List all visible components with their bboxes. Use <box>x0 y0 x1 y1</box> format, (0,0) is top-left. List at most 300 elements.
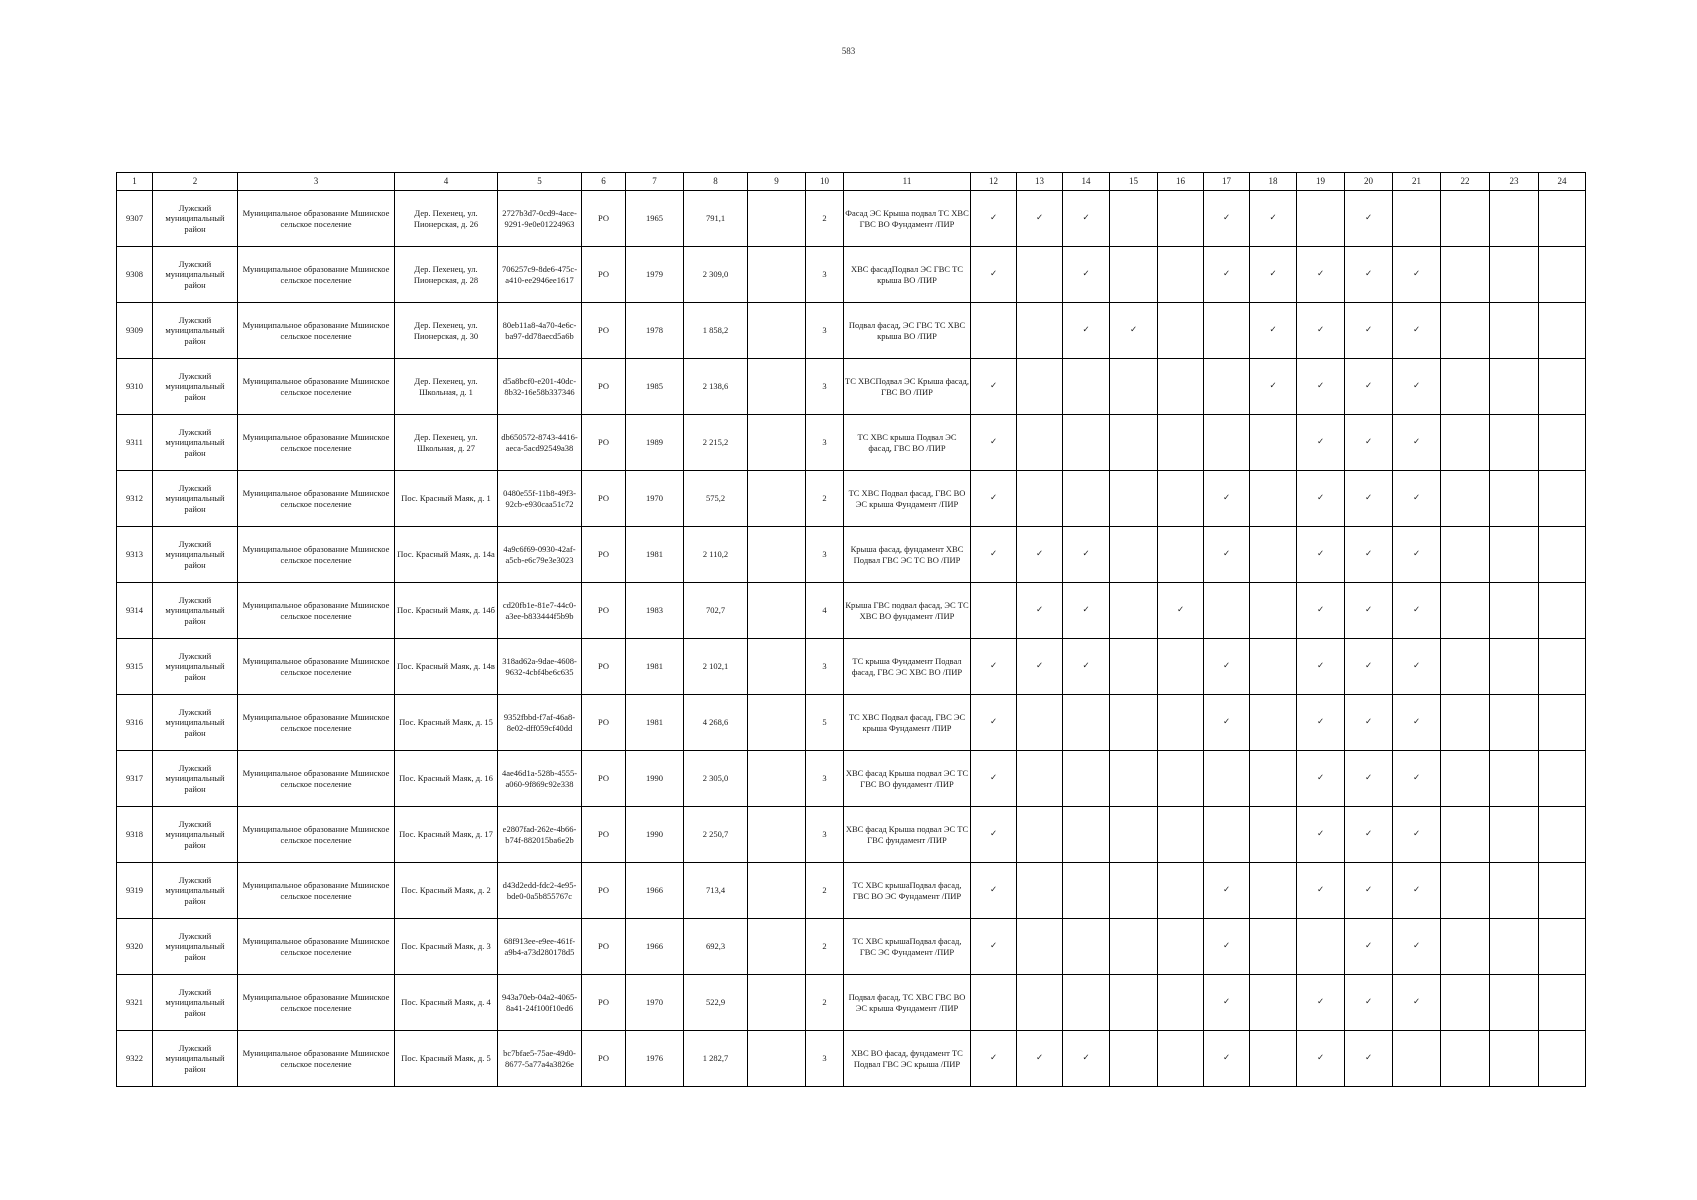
checkmark-icon: ✓ <box>1393 863 1441 919</box>
empty-cell <box>1250 415 1297 471</box>
empty-cell <box>1158 751 1204 807</box>
column-9-cell <box>748 975 806 1031</box>
floors-cell: 2 <box>806 863 844 919</box>
area-cell: 2 305,0 <box>684 751 748 807</box>
floors-cell: 3 <box>806 527 844 583</box>
empty-cell <box>1063 751 1110 807</box>
empty-cell <box>1158 527 1204 583</box>
column-9-cell <box>748 639 806 695</box>
empty-cell <box>1158 471 1204 527</box>
table-row <box>117 359 1586 415</box>
checkmark-icon: ✓ <box>971 527 1017 583</box>
works-list-cell: ТС ХВСПодвал ЭС Крыша фасад, ГВС ВО /ПИР <box>844 359 971 415</box>
column-header-5: 5 <box>498 173 582 191</box>
year-cell: 1966 <box>626 863 684 919</box>
floors-cell: 3 <box>806 1031 844 1087</box>
district-cell: Лужский муниципальный район <box>153 1031 238 1087</box>
empty-cell <box>1441 527 1490 583</box>
empty-cell <box>1539 583 1586 639</box>
empty-cell <box>1158 639 1204 695</box>
registry-table <box>116 172 1586 1087</box>
year-cell: 1990 <box>626 807 684 863</box>
checkmark-icon: ✓ <box>1297 359 1345 415</box>
checkmark-icon: ✓ <box>971 919 1017 975</box>
table-row <box>117 639 1586 695</box>
empty-cell <box>1158 807 1204 863</box>
empty-cell <box>1250 1031 1297 1087</box>
record-number: 9316 <box>117 695 153 751</box>
checkmark-icon: ✓ <box>1393 919 1441 975</box>
district-cell: Лужский муниципальный район <box>153 527 238 583</box>
address-cell: Пос. Красный Маяк, д. 4 <box>395 975 498 1031</box>
empty-cell <box>1158 303 1204 359</box>
checkmark-icon: ✓ <box>971 639 1017 695</box>
district-cell: Лужский муниципальный район <box>153 247 238 303</box>
table-row <box>117 303 1586 359</box>
empty-cell <box>1441 639 1490 695</box>
area-cell: 791,1 <box>684 191 748 247</box>
empty-cell <box>1204 583 1250 639</box>
checkmark-icon: ✓ <box>971 247 1017 303</box>
column-9-cell <box>748 191 806 247</box>
district-cell: Лужский муниципальный район <box>153 919 238 975</box>
checkmark-icon: ✓ <box>1345 751 1393 807</box>
checkmark-icon: ✓ <box>1017 639 1063 695</box>
year-cell: 1970 <box>626 471 684 527</box>
type-cell: РО <box>582 247 626 303</box>
checkmark-icon: ✓ <box>1393 415 1441 471</box>
empty-cell <box>971 583 1017 639</box>
table-row <box>117 1031 1586 1087</box>
checkmark-icon: ✓ <box>1345 303 1393 359</box>
empty-cell <box>1158 975 1204 1031</box>
empty-cell <box>1393 1031 1441 1087</box>
checkmark-icon: ✓ <box>1393 695 1441 751</box>
works-list-cell: ХВС фасад Крыша подвал ЭС ТС ГВС ВО фундамент /ПИР <box>844 751 971 807</box>
floors-cell: 2 <box>806 191 844 247</box>
works-list-cell: ТС ХВС крышаПодвал фасад, ГВС ВО ЭС Фундамент /ПИР <box>844 863 971 919</box>
empty-cell <box>1441 303 1490 359</box>
works-list-cell: ТС ХВС Подвал фасад, ГВС ЭС крыша Фундамент /ПИР <box>844 695 971 751</box>
column-9-cell <box>748 1031 806 1087</box>
empty-cell <box>1158 191 1204 247</box>
column-header-20: 20 <box>1345 173 1393 191</box>
checkmark-icon: ✓ <box>1297 975 1345 1031</box>
checkmark-icon: ✓ <box>971 359 1017 415</box>
empty-cell <box>1110 695 1158 751</box>
area-cell: 692,3 <box>684 919 748 975</box>
empty-cell <box>1250 751 1297 807</box>
checkmark-icon: ✓ <box>1250 191 1297 247</box>
column-header-7: 7 <box>626 173 684 191</box>
empty-cell <box>1441 975 1490 1031</box>
empty-cell <box>1490 807 1539 863</box>
checkmark-icon: ✓ <box>1345 863 1393 919</box>
area-cell: 2 110,2 <box>684 527 748 583</box>
address-cell: Дер. Пехенец, ул. Школьная, д. 1 <box>395 359 498 415</box>
column-header-16: 16 <box>1158 173 1204 191</box>
building-id-cell: db650572-8743-4416-aeca-5acd92549a38 <box>498 415 582 471</box>
works-list-cell: Крыша ГВС подвал фасад, ЭС ТС ХВС ВО фундамент /ПИР <box>844 583 971 639</box>
district-cell: Лужский муниципальный район <box>153 471 238 527</box>
municipality-cell: Муниципальное образование Мшинское сельское поселение <box>238 807 395 863</box>
municipality-cell: Муниципальное образование Мшинское сельское поселение <box>238 639 395 695</box>
checkmark-icon: ✓ <box>1393 247 1441 303</box>
checkmark-icon: ✓ <box>1158 583 1204 639</box>
area-cell: 2 102,1 <box>684 639 748 695</box>
checkmark-icon: ✓ <box>1345 583 1393 639</box>
district-cell: Лужский муниципальный район <box>153 583 238 639</box>
checkmark-icon: ✓ <box>1250 359 1297 415</box>
building-id-cell: bc7bfae5-75ae-49d0-8677-5a77a4a3826e <box>498 1031 582 1087</box>
column-9-cell <box>748 247 806 303</box>
empty-cell <box>1017 303 1063 359</box>
page-number: 583 <box>841 46 856 56</box>
empty-cell <box>1110 247 1158 303</box>
building-id-cell: 318ad62a-9dae-4608-9632-4cbf4be6c635 <box>498 639 582 695</box>
municipality-cell: Муниципальное образование Мшинское сельское поселение <box>238 247 395 303</box>
column-header-6: 6 <box>582 173 626 191</box>
empty-cell <box>1441 751 1490 807</box>
year-cell: 1981 <box>626 639 684 695</box>
table-row <box>117 247 1586 303</box>
empty-cell <box>1539 695 1586 751</box>
column-9-cell <box>748 415 806 471</box>
floors-cell: 5 <box>806 695 844 751</box>
checkmark-icon: ✓ <box>1393 639 1441 695</box>
floors-cell: 3 <box>806 247 844 303</box>
address-cell: Пос. Красный Маяк, д. 14б <box>395 583 498 639</box>
column-header-19: 19 <box>1297 173 1345 191</box>
checkmark-icon: ✓ <box>1250 303 1297 359</box>
empty-cell <box>1441 863 1490 919</box>
empty-cell <box>1490 1031 1539 1087</box>
empty-cell <box>1110 359 1158 415</box>
empty-cell <box>1017 359 1063 415</box>
empty-cell <box>1539 975 1586 1031</box>
type-cell: РО <box>582 863 626 919</box>
table-row <box>117 919 1586 975</box>
checkmark-icon: ✓ <box>1063 583 1110 639</box>
checkmark-icon: ✓ <box>1204 191 1250 247</box>
address-cell: Дер. Пехенец, ул. Школьная, д. 27 <box>395 415 498 471</box>
record-number: 9311 <box>117 415 153 471</box>
empty-cell <box>1017 863 1063 919</box>
checkmark-icon: ✓ <box>1393 303 1441 359</box>
year-cell: 1976 <box>626 1031 684 1087</box>
checkmark-icon: ✓ <box>1204 471 1250 527</box>
empty-cell <box>1017 247 1063 303</box>
checkmark-icon: ✓ <box>1063 527 1110 583</box>
checkmark-icon: ✓ <box>1297 471 1345 527</box>
column-header-11: 11 <box>844 173 971 191</box>
empty-cell <box>1297 191 1345 247</box>
empty-cell <box>971 303 1017 359</box>
checkmark-icon: ✓ <box>971 863 1017 919</box>
checkmark-icon: ✓ <box>1017 583 1063 639</box>
empty-cell <box>1110 807 1158 863</box>
empty-cell <box>1393 191 1441 247</box>
empty-cell <box>1250 919 1297 975</box>
record-number: 9310 <box>117 359 153 415</box>
district-cell: Лужский муниципальный район <box>153 751 238 807</box>
column-header-13: 13 <box>1017 173 1063 191</box>
empty-cell <box>1110 415 1158 471</box>
empty-cell <box>1441 919 1490 975</box>
checkmark-icon: ✓ <box>1345 919 1393 975</box>
type-cell: РО <box>582 359 626 415</box>
municipality-cell: Муниципальное образование Мшинское сельское поселение <box>238 751 395 807</box>
checkmark-icon: ✓ <box>1393 471 1441 527</box>
checkmark-icon: ✓ <box>1345 975 1393 1031</box>
year-cell: 1978 <box>626 303 684 359</box>
type-cell: РО <box>582 191 626 247</box>
checkmark-icon: ✓ <box>1204 919 1250 975</box>
empty-cell <box>1250 471 1297 527</box>
checkmark-icon: ✓ <box>1297 247 1345 303</box>
address-cell: Дер. Пехенец, ул. Пионерская, д. 30 <box>395 303 498 359</box>
type-cell: РО <box>582 695 626 751</box>
checkmark-icon: ✓ <box>1017 1031 1063 1087</box>
floors-cell: 2 <box>806 471 844 527</box>
empty-cell <box>1441 191 1490 247</box>
checkmark-icon: ✓ <box>1204 1031 1250 1087</box>
checkmark-icon: ✓ <box>1063 191 1110 247</box>
record-number: 9314 <box>117 583 153 639</box>
municipality-cell: Муниципальное образование Мшинское сельское поселение <box>238 303 395 359</box>
checkmark-icon: ✓ <box>971 751 1017 807</box>
checkmark-icon: ✓ <box>971 415 1017 471</box>
empty-cell <box>1110 863 1158 919</box>
empty-cell <box>1539 247 1586 303</box>
empty-cell <box>1158 247 1204 303</box>
checkmark-icon: ✓ <box>1297 1031 1345 1087</box>
address-cell: Пос. Красный Маяк, д. 3 <box>395 919 498 975</box>
empty-cell <box>1539 359 1586 415</box>
municipality-cell: Муниципальное образование Мшинское сельское поселение <box>238 191 395 247</box>
district-cell: Лужский муниципальный район <box>153 695 238 751</box>
type-cell: РО <box>582 751 626 807</box>
empty-cell <box>1110 527 1158 583</box>
works-list-cell: Подвал фасад, ЭС ГВС ТС ХВС крыша ВО /ПИР <box>844 303 971 359</box>
empty-cell <box>1063 863 1110 919</box>
empty-cell <box>1158 1031 1204 1087</box>
record-number: 9322 <box>117 1031 153 1087</box>
type-cell: РО <box>582 303 626 359</box>
building-id-cell: 0480e55f-11b8-49f3-92cb-e930caa51c72 <box>498 471 582 527</box>
empty-cell <box>1158 863 1204 919</box>
column-header-14: 14 <box>1063 173 1110 191</box>
empty-cell <box>1441 583 1490 639</box>
empty-cell <box>1539 863 1586 919</box>
empty-cell <box>1539 303 1586 359</box>
municipality-cell: Муниципальное образование Мшинское сельское поселение <box>238 919 395 975</box>
year-cell: 1985 <box>626 359 684 415</box>
checkmark-icon: ✓ <box>1345 807 1393 863</box>
empty-cell <box>971 975 1017 1031</box>
table-row <box>117 527 1586 583</box>
column-header-9: 9 <box>748 173 806 191</box>
building-id-cell: d5a8bcf0-e201-40dc-8b32-16e58b337346 <box>498 359 582 415</box>
empty-cell <box>1110 751 1158 807</box>
empty-cell <box>1441 807 1490 863</box>
record-number: 9321 <box>117 975 153 1031</box>
column-9-cell <box>748 807 806 863</box>
checkmark-icon: ✓ <box>1345 247 1393 303</box>
address-cell: Пос. Красный Маяк, д. 17 <box>395 807 498 863</box>
checkmark-icon: ✓ <box>1204 527 1250 583</box>
checkmark-icon: ✓ <box>1204 695 1250 751</box>
empty-cell <box>1110 191 1158 247</box>
year-cell: 1970 <box>626 975 684 1031</box>
municipality-cell: Муниципальное образование Мшинское сельское поселение <box>238 863 395 919</box>
column-header-2: 2 <box>153 173 238 191</box>
address-cell: Пос. Красный Маяк, д. 14а <box>395 527 498 583</box>
empty-cell <box>1490 863 1539 919</box>
checkmark-icon: ✓ <box>1345 1031 1393 1087</box>
empty-cell <box>1250 527 1297 583</box>
works-list-cell: Подвал фасад, ТС ХВС ГВС ВО ЭС крыша Фундамент /ПИР <box>844 975 971 1031</box>
municipality-cell: Муниципальное образование Мшинское сельское поселение <box>238 583 395 639</box>
table-row <box>117 863 1586 919</box>
building-id-cell: 4a9c6f69-0930-42af-a5cb-e6c79e3e3023 <box>498 527 582 583</box>
empty-cell <box>1539 807 1586 863</box>
year-cell: 1981 <box>626 527 684 583</box>
address-cell: Дер. Пехенец, ул. Пионерская, д. 28 <box>395 247 498 303</box>
column-header-18: 18 <box>1250 173 1297 191</box>
column-9-cell <box>748 919 806 975</box>
empty-cell <box>1490 415 1539 471</box>
record-number: 9312 <box>117 471 153 527</box>
record-number: 9308 <box>117 247 153 303</box>
empty-cell <box>1017 415 1063 471</box>
empty-cell <box>1250 695 1297 751</box>
empty-cell <box>1250 807 1297 863</box>
checkmark-icon: ✓ <box>971 807 1017 863</box>
empty-cell <box>1490 695 1539 751</box>
empty-cell <box>1063 919 1110 975</box>
empty-cell <box>1539 191 1586 247</box>
building-id-cell: 68f913ee-e9ee-461f-a9b4-a73d280178d5 <box>498 919 582 975</box>
district-cell: Лужский муниципальный район <box>153 807 238 863</box>
empty-cell <box>1490 303 1539 359</box>
address-cell: Пос. Красный Маяк, д. 16 <box>395 751 498 807</box>
municipality-cell: Муниципальное образование Мшинское сельское поселение <box>238 415 395 471</box>
empty-cell <box>1110 639 1158 695</box>
floors-cell: 2 <box>806 919 844 975</box>
empty-cell <box>1110 471 1158 527</box>
address-cell: Пос. Красный Маяк, д. 5 <box>395 1031 498 1087</box>
empty-cell <box>1017 751 1063 807</box>
column-9-cell <box>748 527 806 583</box>
checkmark-icon: ✓ <box>1297 751 1345 807</box>
building-id-cell: e2807fad-262e-4b66-b74f-882015ba6e2b <box>498 807 582 863</box>
empty-cell <box>1490 191 1539 247</box>
area-cell: 1 282,7 <box>684 1031 748 1087</box>
checkmark-icon: ✓ <box>971 191 1017 247</box>
municipality-cell: Муниципальное образование Мшинское сельское поселение <box>238 1031 395 1087</box>
floors-cell: 3 <box>806 807 844 863</box>
empty-cell <box>1158 359 1204 415</box>
record-number: 9318 <box>117 807 153 863</box>
area-cell: 702,7 <box>684 583 748 639</box>
checkmark-icon: ✓ <box>1393 527 1441 583</box>
column-header-24: 24 <box>1539 173 1586 191</box>
column-header-15: 15 <box>1110 173 1158 191</box>
address-cell: Пос. Красный Маяк, д. 14в <box>395 639 498 695</box>
floors-cell: 3 <box>806 303 844 359</box>
column-9-cell <box>748 471 806 527</box>
empty-cell <box>1490 247 1539 303</box>
works-list-cell: Крыша фасад, фундамент ХВС Подвал ГВС ЭС ТС ВО /ПИР <box>844 527 971 583</box>
address-cell: Дер. Пехенец, ул. Пионерская, д. 26 <box>395 191 498 247</box>
address-cell: Пос. Красный Маяк, д. 2 <box>395 863 498 919</box>
works-list-cell: ТС крыша Фундамент Подвал фасад, ГВС ЭС ХВС ВО /ПИР <box>844 639 971 695</box>
empty-cell <box>1158 919 1204 975</box>
empty-cell <box>1250 863 1297 919</box>
building-id-cell: cd20fb1e-81e7-44c0-a3ee-b833444f5b9b <box>498 583 582 639</box>
municipality-cell: Муниципальное образование Мшинское сельское поселение <box>238 975 395 1031</box>
table-row <box>117 695 1586 751</box>
column-header-12: 12 <box>971 173 1017 191</box>
empty-cell <box>1539 471 1586 527</box>
checkmark-icon: ✓ <box>1204 639 1250 695</box>
type-cell: РО <box>582 807 626 863</box>
building-id-cell: 4ae46d1a-528b-4555-a060-9f869c92e338 <box>498 751 582 807</box>
checkmark-icon: ✓ <box>1393 359 1441 415</box>
address-cell: Пос. Красный Маяк, д. 1 <box>395 471 498 527</box>
checkmark-icon: ✓ <box>1345 359 1393 415</box>
empty-cell <box>1063 807 1110 863</box>
works-list-cell: ТС ХВС крышаПодвал фасад, ГВС ЭС Фундамент /ПИР <box>844 919 971 975</box>
checkmark-icon: ✓ <box>1393 807 1441 863</box>
checkmark-icon: ✓ <box>1393 975 1441 1031</box>
empty-cell <box>1110 1031 1158 1087</box>
empty-cell <box>1204 807 1250 863</box>
column-header-17: 17 <box>1204 173 1250 191</box>
district-cell: Лужский муниципальный район <box>153 415 238 471</box>
checkmark-icon: ✓ <box>1250 247 1297 303</box>
column-header-4: 4 <box>395 173 498 191</box>
building-id-cell: d43d2edd-fdc2-4e95-bde0-0a5b855767c <box>498 863 582 919</box>
empty-cell <box>1441 695 1490 751</box>
area-cell: 522,9 <box>684 975 748 1031</box>
checkmark-icon: ✓ <box>1063 639 1110 695</box>
column-header-21: 21 <box>1393 173 1441 191</box>
checkmark-icon: ✓ <box>1345 415 1393 471</box>
floors-cell: 3 <box>806 359 844 415</box>
table-row <box>117 975 1586 1031</box>
column-header-1: 1 <box>117 173 153 191</box>
year-cell: 1990 <box>626 751 684 807</box>
empty-cell <box>1539 415 1586 471</box>
type-cell: РО <box>582 1031 626 1087</box>
checkmark-icon: ✓ <box>1297 583 1345 639</box>
record-number: 9309 <box>117 303 153 359</box>
empty-cell <box>1490 359 1539 415</box>
column-9-cell <box>748 695 806 751</box>
works-list-cell: ТС ХВС крыша Подвал ЭС фасад, ГВС ВО /ПИР <box>844 415 971 471</box>
floors-cell: 3 <box>806 415 844 471</box>
record-number: 9320 <box>117 919 153 975</box>
checkmark-icon: ✓ <box>1297 415 1345 471</box>
building-id-cell: 9352fbbd-f7af-46a8-8e02-dff059cf40dd <box>498 695 582 751</box>
checkmark-icon: ✓ <box>1063 303 1110 359</box>
year-cell: 1979 <box>626 247 684 303</box>
empty-cell <box>1490 919 1539 975</box>
checkmark-icon: ✓ <box>1063 247 1110 303</box>
type-cell: РО <box>582 639 626 695</box>
